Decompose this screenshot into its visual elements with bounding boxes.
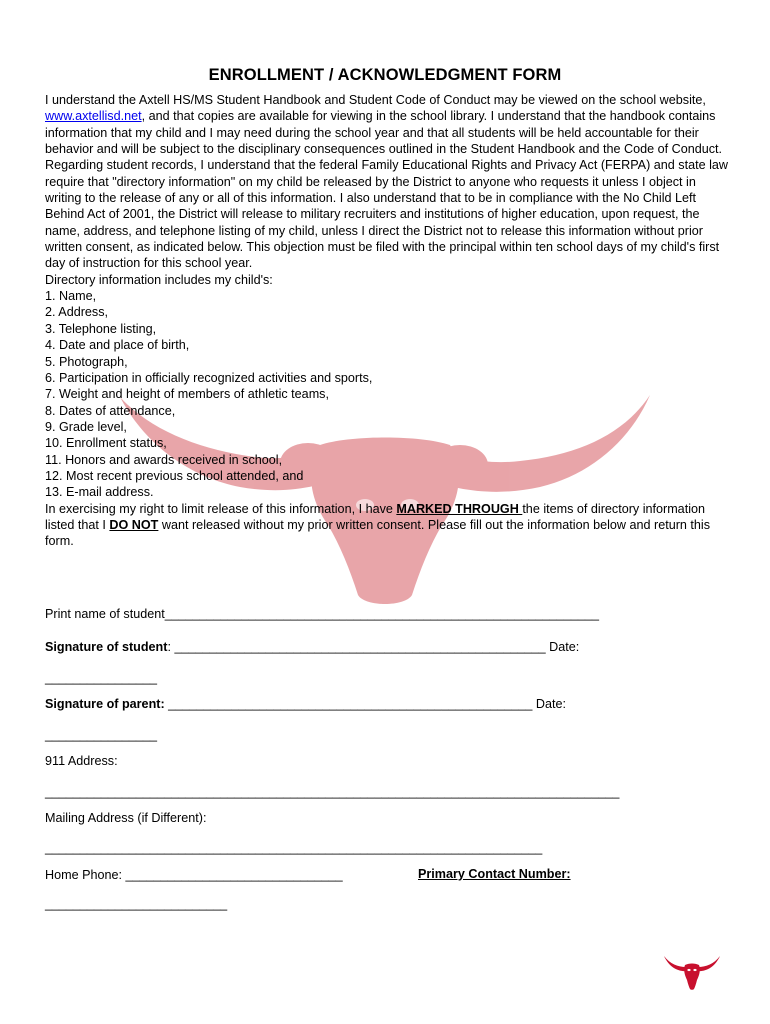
form-body <box>45 92 735 550</box>
list-item: 10. Enrollment status, <box>45 436 167 451</box>
list-item: 5. Photograph, <box>45 354 128 369</box>
list-item: 1. Name, <box>45 289 97 304</box>
list-item: 6. Participation in officially recognized activities and sports, <box>45 370 373 385</box>
marked-through-text: MARKED THROUGH <box>396 501 523 516</box>
parent-signature-label: Signature of parent: <box>45 697 165 711</box>
directory-intro: Directory information includes my child's: <box>45 272 273 287</box>
student-signature-label: Signature of student <box>45 640 168 654</box>
website-link[interactable]: www.axtellisd.net <box>45 109 142 124</box>
primary-contact-label: Primary Contact Number: <box>418 867 571 881</box>
mailing-address-label: Mailing Address (if Different): <box>45 811 207 825</box>
parent-date-field[interactable]: ________________ <box>45 728 158 742</box>
mailing-address-field[interactable]: _______________________________________________________________________ <box>45 841 543 855</box>
list-item: 3. Telephone listing, <box>45 321 157 336</box>
list-item: 11. Honors and awards received in school, <box>45 452 283 467</box>
address-911-field[interactable]: __________________________________________________________________________________ <box>45 785 620 799</box>
directory-list <box>45 288 735 500</box>
ferpa-paragraph: Regarding student records, I understand that the federal Family Educational Rights and Privacy Act (FERPA) and state law require that "directory information" on my child be released by the District to anyone who requests it unless I object in writing to the release of any or all of this information. I also understand that to be in compliance with the No Child Left Behind Act of 2001, the District will release to military recruiters and institutions of higher education, upon request, the name, address, and telephone listing of my child, unless I direct the District not to release this information without prior written consent, as indicated below. This objection must be filed with the principal within ten school days of my child's first day of instruction for this school year. <box>45 158 728 271</box>
handbook-paragraph: I understand the Axtell HS/MS Student Handbook and Student Code of Conduct may be viewed on the school website, www.axtellisd.net, and that copies are available for viewing in the school library. I understand that the handbook contains information that my child and I may need during the school year and that all students will be held accountable for their behavior and will be subject to the disciplinary consequences outlined in the Student Handbook and the Code of Conduct. <box>45 93 723 157</box>
primary-contact-field[interactable]: __________________________ <box>45 897 228 911</box>
print-name-field[interactable]: Print name of student______________________________________________________________ <box>45 607 599 621</box>
list-item: 12. Most recent previous school attended, and <box>45 468 304 483</box>
list-item: 7. Weight and height of members of athletic teams, <box>45 387 329 402</box>
list-item: 13. E-mail address. <box>45 485 154 500</box>
address-911-label: 911 Address: <box>45 754 118 768</box>
home-phone-field[interactable]: Home Phone: _______________________________ <box>45 868 343 882</box>
student-signature-field[interactable]: Signature of student: _____________________________________________________ Date: <box>45 640 580 654</box>
consent-paragraph: In exercising my right to limit release of this information, I have MARKED THROUGH the items of directory information listed that I DO NOT want released without my prior written consent. Please fill out the information below and return this form. <box>45 501 710 549</box>
list-item: 2. Address, <box>45 305 109 320</box>
parent-signature-field[interactable]: Signature of parent: ____________________________________________________ Date: <box>45 697 566 711</box>
student-date-field[interactable]: ________________ <box>45 671 158 685</box>
list-item: 4. Date and place of birth, <box>45 338 190 353</box>
do-not-text: DO NOT <box>109 517 159 532</box>
form-title: ENROLLMENT / ACKNOWLEDGMENT FORM <box>208 66 562 84</box>
longhorn-logo-icon <box>664 954 720 990</box>
list-item: 8. Dates of attendance, <box>45 403 176 418</box>
list-item: 9. Grade level, <box>45 419 127 434</box>
